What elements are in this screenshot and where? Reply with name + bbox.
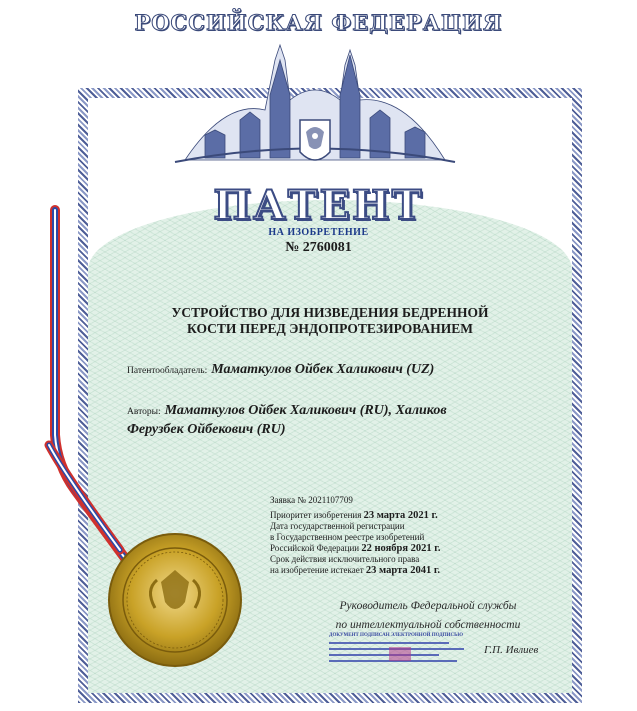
invention-title-line-2: КОСТИ ПЕРЕД ЭНДОПРОТЕЗИРОВАНИЕМ <box>187 321 473 336</box>
term-label-1: Срок действия исключительного права <box>270 554 420 564</box>
invention-title <box>120 305 540 337</box>
holder-label: Патентообладатель: <box>127 366 208 376</box>
priority-label: Приоритет изобретения <box>270 510 362 520</box>
authors <box>127 401 527 438</box>
registration-info <box>270 495 550 576</box>
head-line-1: Руководитель Федеральной службы <box>339 600 517 612</box>
holder-value: Маматкулов Ойбек Халикович (UZ) <box>211 362 435 377</box>
kremlin-emblem-icon <box>165 40 465 180</box>
ecp-title: ДОКУМЕНТ ПОДПИСАН ЭЛЕКТРОННОЙ ПОДПИСЬЮ <box>329 633 464 638</box>
term-label-2: на изобретение истекает <box>270 565 364 575</box>
registration-label-2: в Государственном реестре изобретений <box>270 532 425 542</box>
registration-date: 22 ноября 2021 г. <box>361 543 441 554</box>
authors-value-line-2: Ферузбек Ойбекович (RU) <box>127 422 286 437</box>
patent-holder <box>127 360 547 380</box>
ecp-details-icon <box>329 639 475 665</box>
authors-value-line-1: Маматкулов Ойбек Халикович (RU), Халиков <box>164 403 447 418</box>
term-date: 23 марта 2041 г. <box>365 565 441 576</box>
coat-of-arms-icon <box>300 120 330 160</box>
priority-date: 23 марта 2021 г. <box>363 510 438 521</box>
registration-label-3: Российской Федерации <box>270 543 360 553</box>
tricolor-ribbon-icon <box>35 205 155 575</box>
patent-number: № 2760081 <box>285 240 352 255</box>
country-header: РОССИЙСКАЯ ФЕДЕРАЦИЯ <box>134 10 503 35</box>
authors-label: Авторы: <box>127 407 161 417</box>
signatory-name: Г.П. Ивлиев <box>484 644 539 656</box>
invention-title-line-1: УСТРОЙСТВО ДЛЯ НИЗВЕДЕНИЯ БЕДРЕННОЙ <box>171 305 489 320</box>
head-of-service <box>308 597 548 635</box>
application-label: Заявка № <box>270 495 306 505</box>
gold-seal-icon <box>105 530 245 670</box>
application-number: 2021107709 <box>308 495 353 505</box>
patent-title: ПАТЕНТ <box>213 182 424 229</box>
head-line-2: по интеллектуальной собственности <box>335 619 521 631</box>
patent-subtitle: НА ИЗОБРЕТЕНИЕ <box>268 227 369 238</box>
registration-label-1: Дата государственной регистрации <box>270 521 405 531</box>
electronic-signature-stamp <box>329 633 475 667</box>
